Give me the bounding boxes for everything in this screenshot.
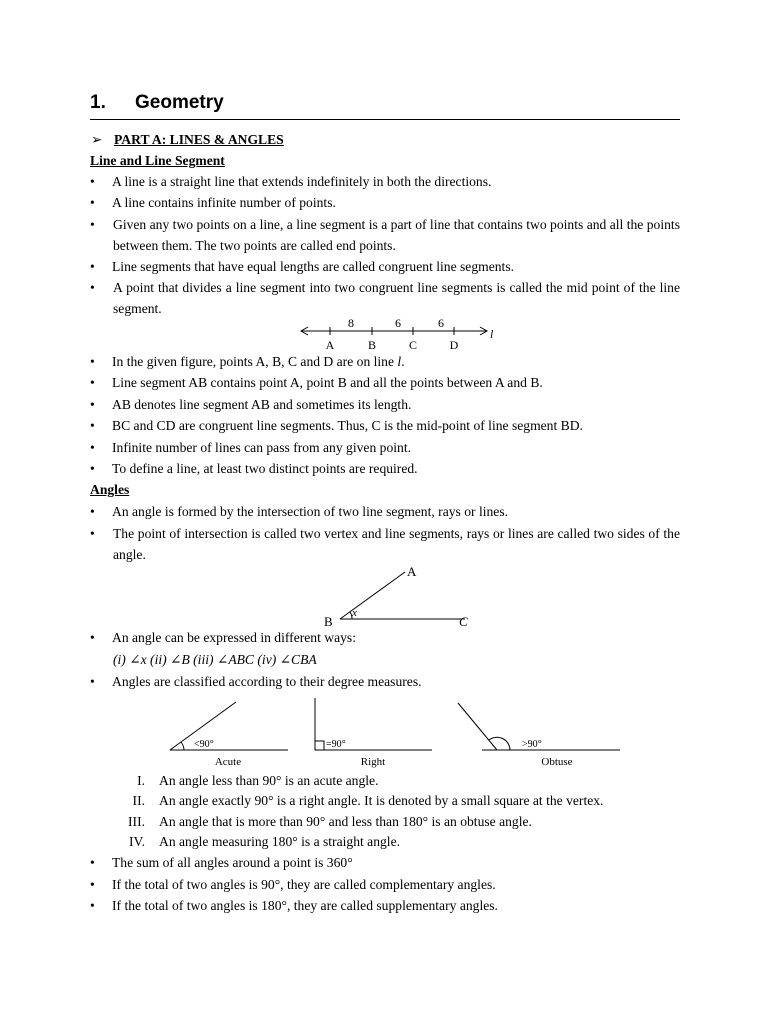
point-label-d: D (449, 338, 459, 352)
part-a-marker: ➢ (91, 132, 103, 147)
list-item-text: AB denotes line segment AB and sometimes its length. (112, 397, 412, 412)
obtuse-label: Obtuse (541, 756, 573, 768)
list-item-text: An angle exactly 90° is a right angle. It is denoted by a small square at the vertex. (159, 793, 604, 808)
document-page: 1. Geometry ➢ PART A: LINES & ANGLES Line and Line Segment • A line is a straight line that extends indefinitely in both the directions. • A line contains infinite number of points. • Given any two points on a line, a line segment is a part of line that contains two points and all the points between them. The two points are called end points. • Line segments that have equal lengths are called congruent line segments. • A point that divides a line segment into two congruent line segments is called the mid point of the line segment. 8 6 6 A B C D l • In the given figure, points A, B, C and D are on line l. • Line segment AB contains point A, point B and all the points between A and B. • AB denotes line segment AB and sometimes its length. • BC and CD are congruent line segments. Thus, C is the mid-point of line segment BD. • Infinite number of lines can pass from any given point. • To define a line, at least two distinct points are required. Angles • An angle is formed by the intersection of two line segment, rays or lines. • The point of intersection is called two vertex and line segments, rays or lines are called two sides of the angle. A B C x • An angle can be expressed in different ways: (i) ∠x (ii) ∠B (iii) ∠ABC (iv) ∠CBA • Angles are classified according to their degree measures. <90° Acute =90° Right >90° Obtuse I. An angle less than 90° is an acute angle. II. An angle exactly 90° is a right angle. It is denoted by a small square at the vertex. III. An angle that is more than 90° and less than 180° is an obtuse angle. IV. An angle measuring 180° is a straight angle. • The sum of all angles around a point is 360° • If the total of two angles is 90°, they are called complementary angles. • If the total of two angles is 180°, they are called supplementary angles. (90, 92, 680, 913)
list-item (128, 814, 532, 830)
list-numeral: II. (132, 793, 145, 808)
right-mark: =90° (326, 739, 346, 750)
chapter-number: 1. (90, 92, 106, 113)
chapter-title: Geometry (135, 92, 224, 113)
list-item-text: An angle that is more than 90° and less than 180° is an obtuse angle. (159, 814, 532, 829)
list-item-text: An angle is formed by the intersection of two line segment, rays or lines. (112, 504, 509, 519)
section-heading-angles: Angles (90, 482, 130, 497)
list-item (132, 793, 604, 809)
list-item (137, 773, 379, 789)
list-item: • Given any two points on a line, a line segment is a part of line that contains two points and all the points between them. The two points are called end points. (90, 217, 680, 253)
part-a-title: PART A: LINES & ANGLES (114, 132, 284, 147)
list-item-text: Line segment AB contains point A, point B and all the points between A and B. (112, 375, 543, 390)
list-item-text: Line segments that have equal lengths are called congruent line segments. (112, 259, 515, 274)
list-item-text: If the total of two angles is 180°, they are called supplementary angles. (112, 898, 498, 913)
list-numeral: III. (128, 814, 145, 829)
list-item-text: Given any two points on a line, a line segment is a part of line that contains two points and all the points between them. The two points are called end points. (113, 217, 680, 253)
list-item-text: If the total of two angles is 90°, they are called complementary angles. (112, 877, 496, 892)
chapter-heading (90, 92, 680, 120)
list-item-text: In the given figure, points A, B, C and D are on line l. (112, 354, 405, 369)
seg-label-ab: 8 (348, 316, 354, 330)
point-label-b: B (367, 338, 377, 352)
right-label: Right (360, 756, 386, 768)
list-item-text: A line is a straight line that extends indefinitely in both the directions. (112, 174, 492, 189)
list-item-text: An angle measuring 180° is a straight angle. (159, 834, 401, 849)
line-label-l: l (490, 327, 494, 341)
vertex-label-b: B (324, 614, 333, 628)
point-label-a: A (325, 338, 335, 352)
list-item (129, 834, 401, 850)
seg-label-cd: 6 (438, 316, 444, 330)
angle-types-figure (160, 698, 630, 770)
list-numeral: IV. (129, 834, 145, 849)
list-item-text: The point of intersection is called two vertex and line segments, rays or lines are called two sides of the angle. (113, 526, 680, 562)
point-label-a: A (407, 564, 417, 579)
list-item-text: An angle can be expressed in different ways: (112, 630, 356, 645)
obtuse-mark: >90° (522, 739, 542, 750)
list-item: • The point of intersection is called two vertex and line segments, rays or lines are called two sides of the angle. (90, 526, 680, 562)
list-item-text: A point that divides a line segment into two congruent line segments is called the mid point of the line segment. (113, 280, 680, 316)
list-item-text: BC and CD are congruent line segments. Thus, C is the mid-point of line segment BD. (112, 418, 583, 433)
list-item-text: Infinite number of lines can pass from any given point. (112, 440, 411, 455)
list-numeral: I. (137, 773, 145, 788)
point-label-c: C (459, 614, 468, 628)
point-label-c: C (408, 338, 418, 352)
angle-figure (310, 560, 490, 628)
list-item: • A point that divides a line segment into two congruent line segments is called the mid point of the line segment. (90, 280, 680, 316)
right-angle-square (315, 741, 324, 750)
section-heading-lines: Line and Line Segment (90, 153, 225, 168)
obtuse-arm (458, 703, 497, 750)
list-item-text: Angles are classified according to their degree measures. (112, 674, 422, 689)
list-item-text: The sum of all angles around a point is 360° (112, 855, 353, 870)
ray-ba (340, 572, 405, 619)
angle-expressions: (i) ∠x (ii) ∠B (iii) ∠ABC (iv) ∠CBA (113, 652, 317, 667)
list-item-text: To define a line, at least two distinct points are required. (112, 461, 418, 476)
line-segment-figure (290, 316, 500, 354)
list-item-text: An angle less than 90° is an acute angle. (159, 773, 379, 788)
acute-mark: <90° (194, 739, 214, 750)
acute-label: Acute (214, 756, 242, 768)
acute-arc (181, 742, 184, 750)
seg-label-bc: 6 (395, 316, 401, 330)
angle-label-x: x (352, 607, 357, 619)
list-item-text: A line contains infinite number of points. (112, 195, 336, 210)
